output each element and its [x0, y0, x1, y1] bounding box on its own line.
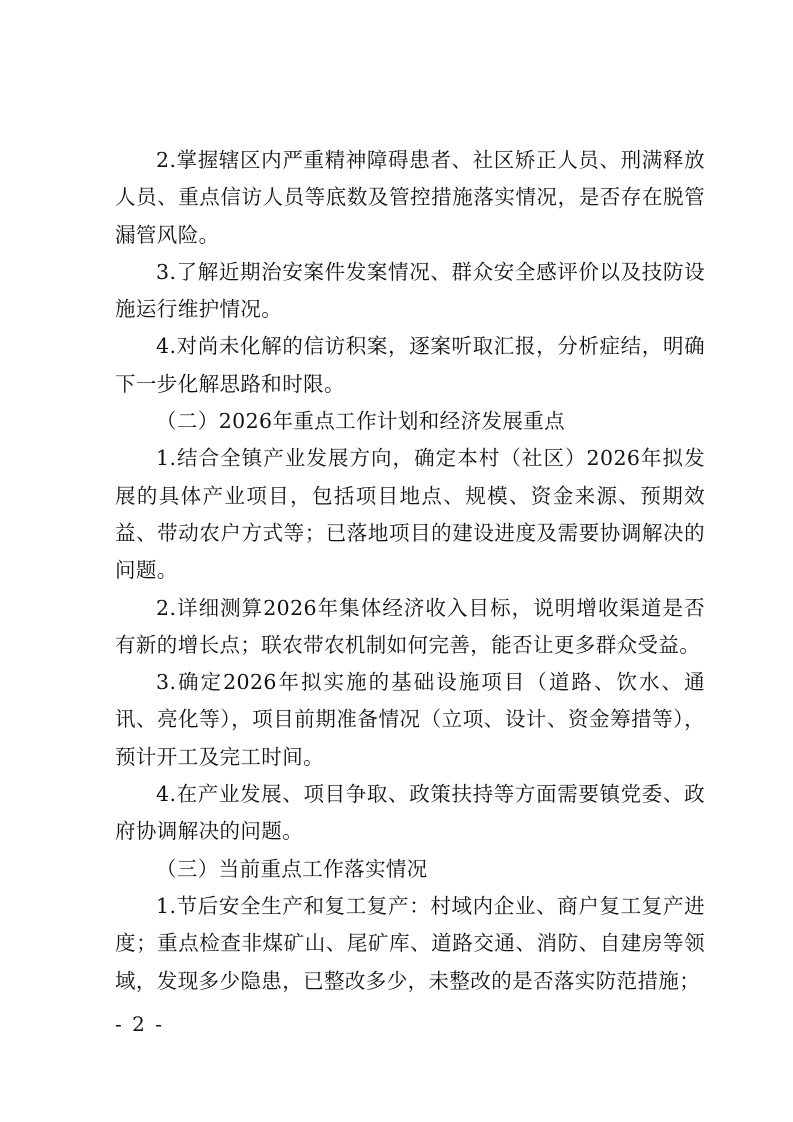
page-number: - 2 - — [115, 1012, 164, 1036]
paragraph-item-1-safety: 1.节后安全生产和复工复产：村域内企业、商户复工复产进度；重点检查非煤矿山、尾矿库、道路交通、消防、自建房等领域，发现多少隐患，已整改多少，未整改的是否落实防范措施； — [115, 893, 705, 993]
document-body — [115, 142, 705, 1000]
paragraph-item-4-coordination: 4.在产业发展、项目争取、政策扶持等方面需要镇党委、政府协调解决的问题。 — [115, 782, 705, 844]
paragraph-item-1-industry: 1.结合全镇产业发展方向，确定本村（社区）2026年拟发展的具体产业项目，包括项目地点、规模、资金来源、预期效益、带动农户方式等；已落地项目的建设进度及需要协调解决的问题。 — [115, 446, 705, 583]
paragraph-item-4-petitions: 4.对尚未化解的信访积案，逐案听取汇报，分析症结，明确下一步化解思路和时限。 — [115, 334, 705, 396]
section-heading-3: （三）当前重点工作落实情况 — [156, 856, 428, 881]
paragraph-item-3-infrastructure: 3.确定2026年拟实施的基础设施项目（道路、饮水、通讯、亮化等），项目前期准备情况（立项、设计、资金筹措等），预计开工及完工时间。 — [115, 670, 705, 769]
paragraph-item-2-monitoring: 2.掌握辖区内严重精神障碍患者、社区矫正人员、刑满释放人员、重点信访人员等底数及管控措施落实情况，是否存在脱管漏管风险。 — [115, 148, 705, 247]
paragraph-item-2-income: 2.详细测算2026年集体经济收入目标，说明增收渠道是否有新的增长点；联农带农机制如何完善，能否让更多群众受益。 — [115, 595, 705, 657]
section-heading-2: （二）2026年重点工作计划和经济发展重点 — [156, 409, 566, 434]
paragraph-item-3-security: 3.了解近期治安案件发案情况、群众安全感评价以及技防设施运行维护情况。 — [115, 259, 705, 322]
